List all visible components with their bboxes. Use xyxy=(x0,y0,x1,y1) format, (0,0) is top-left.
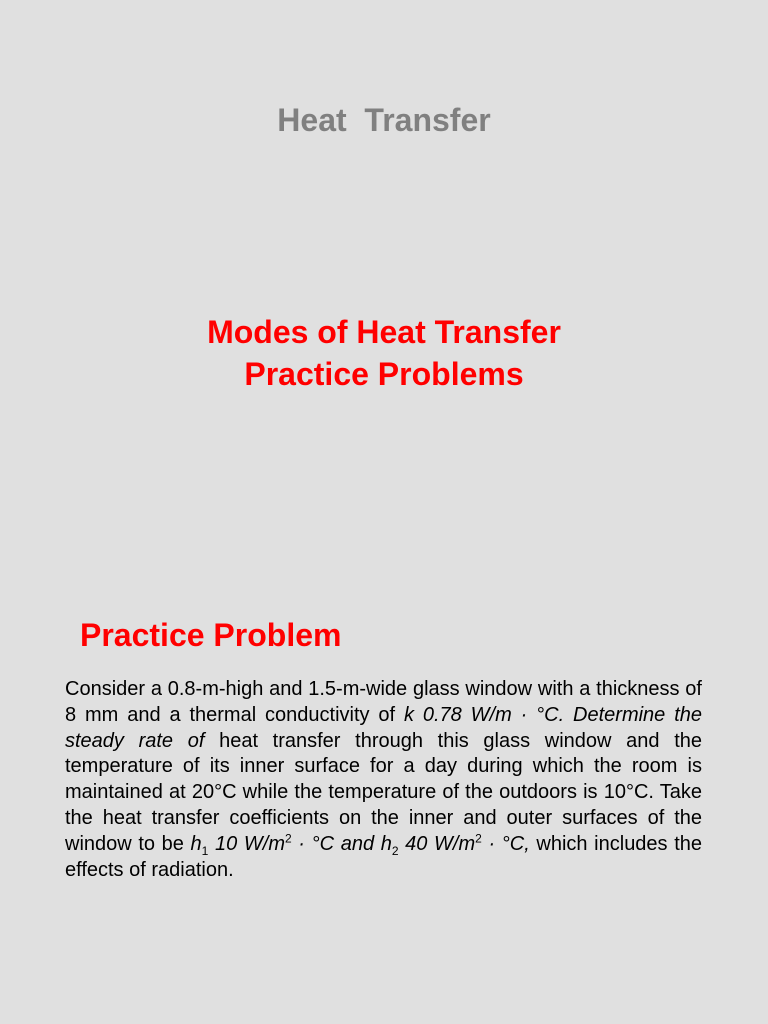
problem-text-part-3: which includes the effects of radiation. xyxy=(65,832,702,881)
unit-end: · °C, xyxy=(481,832,530,855)
problem-statement xyxy=(65,677,702,883)
h2-value: 40 W/m xyxy=(398,832,476,855)
problem-text-part-2: heat transfer through this glass window and the temperature of its inner surface for a day during which the room is maintained at 20°C while the temperature of the outdoors is 10°C. Take the heat transfer coefficients on the inner and outer surfaces of the window to be xyxy=(65,729,702,855)
h1-unit-exponent: 2 xyxy=(284,831,292,846)
h2-symbol: h xyxy=(380,832,392,855)
h1-subscript: 1 xyxy=(201,843,209,858)
main-title-line-1: Modes of Heat Transfer xyxy=(207,314,561,350)
unit-and: · °C and xyxy=(291,832,381,855)
section-heading: Practice Problem xyxy=(80,617,342,653)
subject-title: Heat Transfer xyxy=(277,102,491,138)
k-value: 0.78 W/m · °C. Determine the steady rate of xyxy=(65,703,702,752)
h2-subscript: 2 xyxy=(391,843,399,858)
h1-value: 10 W/m xyxy=(208,832,285,855)
h2-unit-exponent: 2 xyxy=(475,831,482,846)
k-symbol: k xyxy=(403,703,414,726)
main-title-line-2: Practice Problems xyxy=(244,356,524,392)
h1-symbol: h xyxy=(190,832,202,855)
problem-text-part-1: Consider a 0.8-m-high and 1.5-m-wide glass window with a thickness of 8 mm and a thermal conductivity of xyxy=(65,678,702,726)
main-title xyxy=(0,311,768,395)
